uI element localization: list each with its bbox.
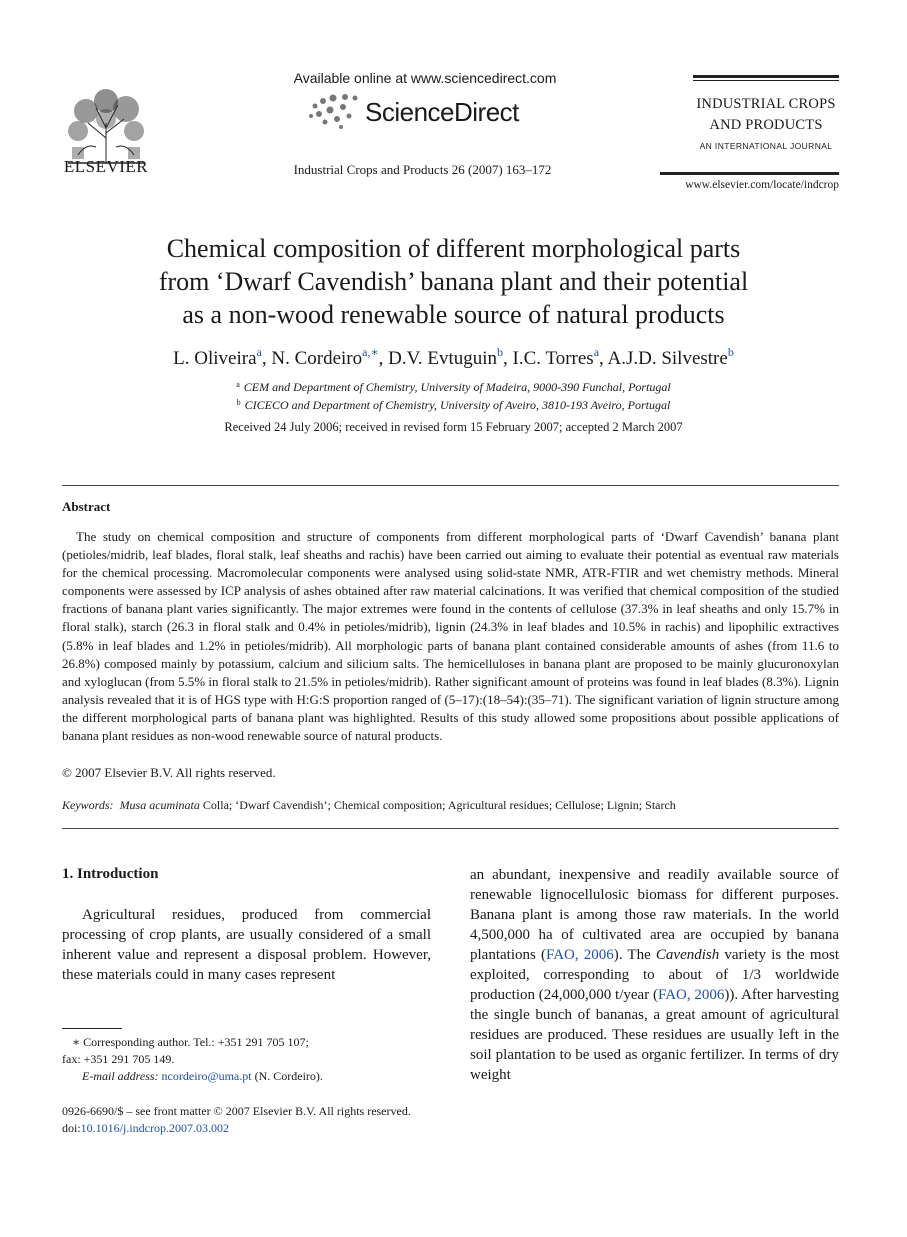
doi-label: doi:: [62, 1121, 81, 1135]
journal-title-line1: INDUSTRIAL CROPS: [696, 96, 836, 112]
author-affiliation-link[interactable]: a: [593, 345, 600, 359]
affiliation-text: CEM and Department of Chemistry, University of Madeira, 9000-390 Funchal, Portugal: [243, 380, 671, 394]
journal-rule-bottom: [660, 172, 839, 175]
abstract-heading: Abstract: [62, 499, 111, 514]
footnote-fax: fax: +351 291 705 149.: [62, 1052, 175, 1066]
author-affiliation-link[interactable]: a,∗: [362, 345, 379, 359]
publisher-wordmark: ELSEVIER: [63, 157, 149, 176]
affiliation-mark: a: [236, 380, 240, 389]
author-affiliation-link[interactable]: a: [256, 345, 262, 359]
available-online-text: Available online at www.sciencedirect.com: [293, 70, 557, 86]
affiliation: [60, 398, 847, 413]
title-line: Chemical composition of different morphological parts: [166, 234, 741, 263]
email-link[interactable]: ncordeiro@uma.pt: [161, 1069, 252, 1083]
journal-subtitle: AN INTERNATIONAL JOURNAL: [699, 141, 833, 151]
title-line: as a non-wood renewable source of natural products: [182, 300, 725, 329]
affiliation-mark: b: [236, 398, 241, 407]
received-dates: Received 24 July 2006; received in revised form 15 February 2007; accepted 2 March 2007: [224, 420, 683, 434]
intro-right-column: [470, 865, 839, 1085]
keywords-label: Keywords:: [62, 798, 114, 812]
abstract-copyright: © 2007 Elsevier B.V. All rights reserved.: [62, 765, 276, 780]
abstract-rule-bottom: [62, 828, 839, 829]
journal-reference: Industrial Crops and Products 26 (2007) 163–172: [293, 162, 552, 177]
author-affiliation-link[interactable]: b: [727, 345, 734, 359]
intro-italic-term: Cavendish: [655, 947, 720, 963]
journal-rule-top: [693, 75, 839, 78]
sciencedirect-wordmark: ScienceDirect: [365, 97, 519, 127]
author-name: L. Oliveira: [173, 348, 257, 369]
title-line: from ‘Dwarf Cavendish’ banana plant and their potential: [158, 267, 749, 296]
intro-left-column: Agricultural residues, produced from commercial processing of crop plants, are usually considered of a small inherent value and represent a disposal problem. However, these materials could in many cases represent: [62, 907, 431, 983]
intro-text: variety is the most exploited, corresponding to about of 1/3 worldwide production (24,000,000 t/year (: [470, 947, 839, 1003]
author-name: A.J.D. Silvestre: [607, 348, 728, 369]
article-title: [80, 232, 827, 331]
affiliation: [60, 380, 847, 395]
keywords-species: Musa acuminata: [119, 798, 200, 812]
footnote-corresponding-author: ∗ Corresponding author. Tel.: +351 291 705 107;: [72, 1035, 309, 1049]
author-name: N. Cordeiro: [271, 348, 363, 369]
front-matter-notice: 0926-6690/$ – see front matter © 2007 Elsevier B.V. All rights reserved.: [62, 1104, 411, 1118]
abstract-text: The study on chemical composition and structure of components from different morphological parts of ‘Dwarf Cavendish’ banana plant (petioles/midrib, leaf blades, floral stalk, leaf sheaths and rachis) have been carried out aiming to evaluate their potential as eventual raw materials for the chemical processing. Macromolecular components were analysed using solid-state NMR, ATR-FTIR and wet chemistry methods. Mineral components were assessed by ICP analysis of ashes obtained after raw material calcinations. It was verified that chemical composition of the studied fractions of banana plant varies significantly. The major extremes were found in the contents of cellulose (37.3% in leaf sheaths and only 15.7% in floral stalk), starch (26.3 in floral stalk and 0.4% in petioles/midrib), lignin (24.3% in leaf blades and 10.5% in rachis) and lipophilic extractives (5.8% in leaf blades and 1.2% in petioles/midrib). All morphologic parts of banana plant contained considerable amounts of ashes (from 11.6 to 26.8%) composed mainly by potassium, calcium and silicium salts. The hemicelluloses in banana plant are proposed to be mainly glucuronoxylan and xyloglucan (from 5.5% in floral stalk to 21.5% in petioles/midrib). Rather significant amount of proteins was found in leaf blades (8.3%). Lignin analysis revealed that it is of HGS type with H:G:S proportion ranged of (5–17):(18–54):(35–71). The significant variation of lignin structure among the different morphological parts of banana plant was highlighted. Results of this study allowed some propositions about possible applications of banana plant residues as non-wood renewable source of natural products.: [62, 529, 839, 744]
email-label: E-mail address:: [82, 1069, 159, 1083]
citation-link[interactable]: FAO, 2006: [545, 947, 614, 963]
abstract-rule-top: [62, 485, 839, 486]
section-heading-introduction: 1. Introduction: [62, 866, 159, 882]
keywords-list: Colla; ‘Dwarf Cavendish’; Chemical composition; Agricultural residues; Cellulose; Lignin; Starch: [199, 798, 676, 812]
author-name: I.C. Torres: [512, 348, 594, 369]
intro-text: an abundant, inexpensive and readily available source of renewable lignocellulosic biomass for different purposes. Banana plant is among those raw materials. In the world 4,500,000 ha of cultivated area are occupied by banana plantations (: [470, 867, 839, 963]
journal-url[interactable]: www.elsevier.com/locate/indcrop: [685, 179, 839, 191]
footnote-email: [62, 1068, 431, 1085]
keywords: [62, 798, 839, 813]
doi-line: [62, 1121, 229, 1136]
affiliation-text: CICECO and Department of Chemistry, University of Aveiro, 3810-193 Aveiro, Portugal: [244, 398, 671, 412]
doi-link[interactable]: 10.1016/j.indcrop.2007.03.002: [80, 1121, 229, 1135]
author-list: L. Oliveira$^a$, N. Cordeiro$^{a,∗}$, D.V. Evtuguin$^b$, I.C. Torres$^a$, A.J.D. Silvestre$^b$: [173, 345, 734, 369]
citation-link[interactable]: FAO, 2006: [657, 987, 725, 1003]
intro-text: ). The: [613, 947, 656, 963]
email-suffix: (N. Cordeiro).: [251, 1069, 323, 1083]
intro-text: )). After harvesting the single bunch of bananas, a great amount of agricultural residues are produced. These residues are usually left in the soil plantation to be used as organic fertilizer. In terms of dry weight: [470, 987, 840, 1083]
author-affiliation-link[interactable]: b: [497, 345, 504, 359]
author-name: D.V. Evtuguin: [388, 348, 498, 369]
footnote-rule: [62, 1028, 122, 1029]
journal-rule-top-thin: [693, 80, 839, 81]
journal-title-line2: AND PRODUCTS: [709, 117, 823, 133]
